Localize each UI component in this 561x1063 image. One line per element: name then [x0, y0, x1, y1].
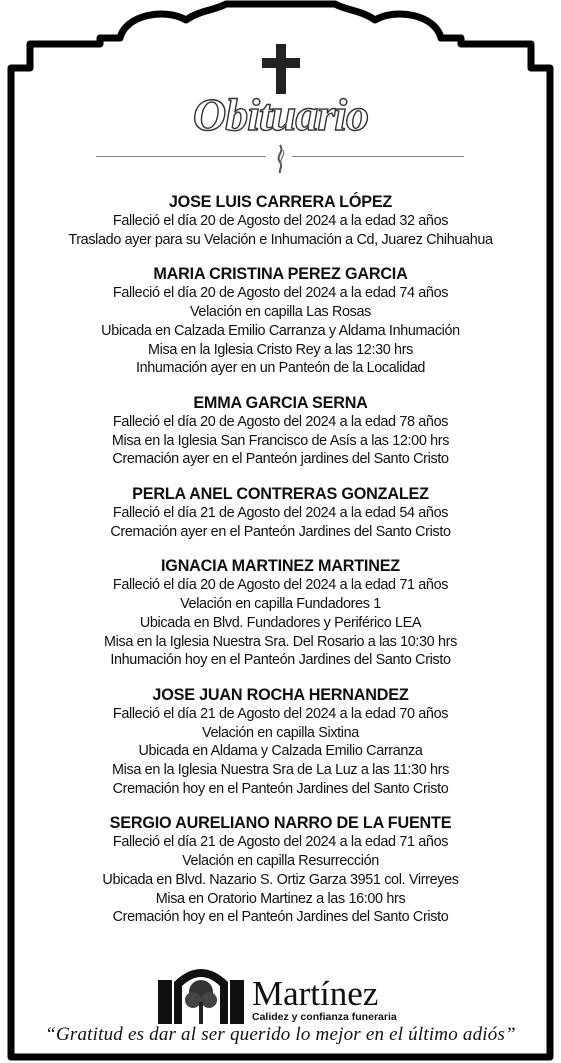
- detail-line: Cremación ayer en el Panteón jardines del Santo Cristo: [112, 451, 449, 468]
- flame-icon: [270, 144, 290, 174]
- deceased-name: IGNACIA MARTINEZ MARTINEZ: [161, 557, 400, 576]
- deceased-name: MARIA CRISTINA PEREZ GARCIA: [153, 265, 408, 284]
- detail-line: Ubicada en Blvd. Fundadores y Periférico LEA: [139, 614, 422, 631]
- detail-line: Falleció el día 21 de Agosto del 2024 a la edad 71 años: [112, 834, 449, 851]
- detail-line: Inhumación ayer en un Panteón de la Localidad: [135, 360, 426, 377]
- detail-line: Velación en capilla Fundadores 1: [180, 596, 381, 613]
- detail-line: Ubicada en Aldama y Calzada Emilio Carranza: [138, 743, 423, 760]
- detail-line: Misa en la Iglesia Nuestra Sra. Del Rosario a las 10:30 hrs: [104, 633, 457, 650]
- brand-tagline: Calidez y confianza funeraria: [252, 1011, 397, 1023]
- obituary-entry: [18, 484, 543, 541]
- detail-line: Falleció el día 21 de Agosto del 2024 a la edad 70 años: [112, 705, 449, 722]
- deceased-name: JOSE JUAN ROCHA HERNANDEZ: [152, 685, 409, 704]
- detail-line: Falleció el día 20 de Agosto del 2024 a la edad 74 años: [112, 285, 449, 302]
- obituary-entry: [18, 264, 543, 378]
- detail-line: Misa en la Iglesia Cristo Rey a las 12:30 hrs: [148, 341, 413, 358]
- detail-line: Velación en capilla Resurrección: [182, 853, 379, 870]
- obituary-entry: [18, 393, 543, 469]
- detail-line: Misa en la Iglesia Nuestra Sra de La Luz a las 11:30 hrs: [112, 762, 449, 779]
- detail-line: Falleció el día 21 de Agosto del 2024 a la edad 54 años: [112, 505, 449, 522]
- deceased-name: SERGIO AURELIANO NARRO DE LA FUENTE: [109, 814, 452, 833]
- detail-line: Cremación hoy en el Panteón Jardines del Santo Cristo: [112, 909, 449, 926]
- footer-quote: “Gratitud es dar al ser querido lo mejor en el último adiós”: [45, 1024, 516, 1045]
- detail-line: Traslado ayer para su Velación e Inhumación a Cd, Juarez Chihuahua: [68, 231, 493, 248]
- detail-line: Misa en Oratorio Martinez a las 16:00 hrs: [155, 890, 406, 907]
- detail-line: Falleció el día 20 de Agosto del 2024 a la edad 71 años: [112, 577, 449, 594]
- obituary-entry: [18, 556, 543, 670]
- obituary-entry: [18, 813, 543, 927]
- detail-line: Velación en capilla Las Rosas: [189, 304, 372, 321]
- chapel-tree-icon: [158, 962, 244, 1024]
- brand-name: Martínez: [252, 974, 379, 1013]
- detail-line: Ubicada en Calzada Emilio Carranza y Aldama Inhumación: [101, 322, 460, 339]
- cross-icon: [262, 44, 300, 94]
- divider-right: [292, 156, 464, 157]
- deceased-name: JOSE LUIS CARRERA LÓPEZ: [168, 193, 393, 211]
- obituary-list: [18, 192, 543, 942]
- detail-line: Velación en capilla Sixtina: [202, 724, 359, 741]
- detail-line: Falleció el día 20 de Agosto del 2024 a la edad 32 años: [112, 213, 449, 229]
- detail-line: Cremación ayer en el Panteón Jardines del Santo Cristo: [110, 523, 451, 540]
- detail-line: Inhumación hoy en el Panteón Jardines del Santo Cristo: [110, 652, 451, 669]
- detail-line: Misa en la Iglesia San Francisco de Asís a las 12:00 hrs: [111, 432, 450, 449]
- page-title: Obituario: [192, 89, 369, 140]
- detail-line: Falleció el día 20 de Agosto del 2024 a la edad 78 años: [112, 413, 449, 430]
- obituary-entry: [18, 192, 543, 249]
- detail-line: Ubicada en Blvd. Nazario S. Ortiz Garza 3951 col. Virreyes: [102, 871, 459, 888]
- obituary-entry: [18, 685, 543, 799]
- divider-left: [96, 156, 266, 157]
- detail-line: Cremación hoy en el Panteón Jardines del Santo Cristo: [112, 780, 449, 797]
- deceased-name: EMMA GARCIA SERNA: [193, 393, 368, 412]
- deceased-name: PERLA ANEL CONTRERAS GONZALEZ: [132, 485, 429, 504]
